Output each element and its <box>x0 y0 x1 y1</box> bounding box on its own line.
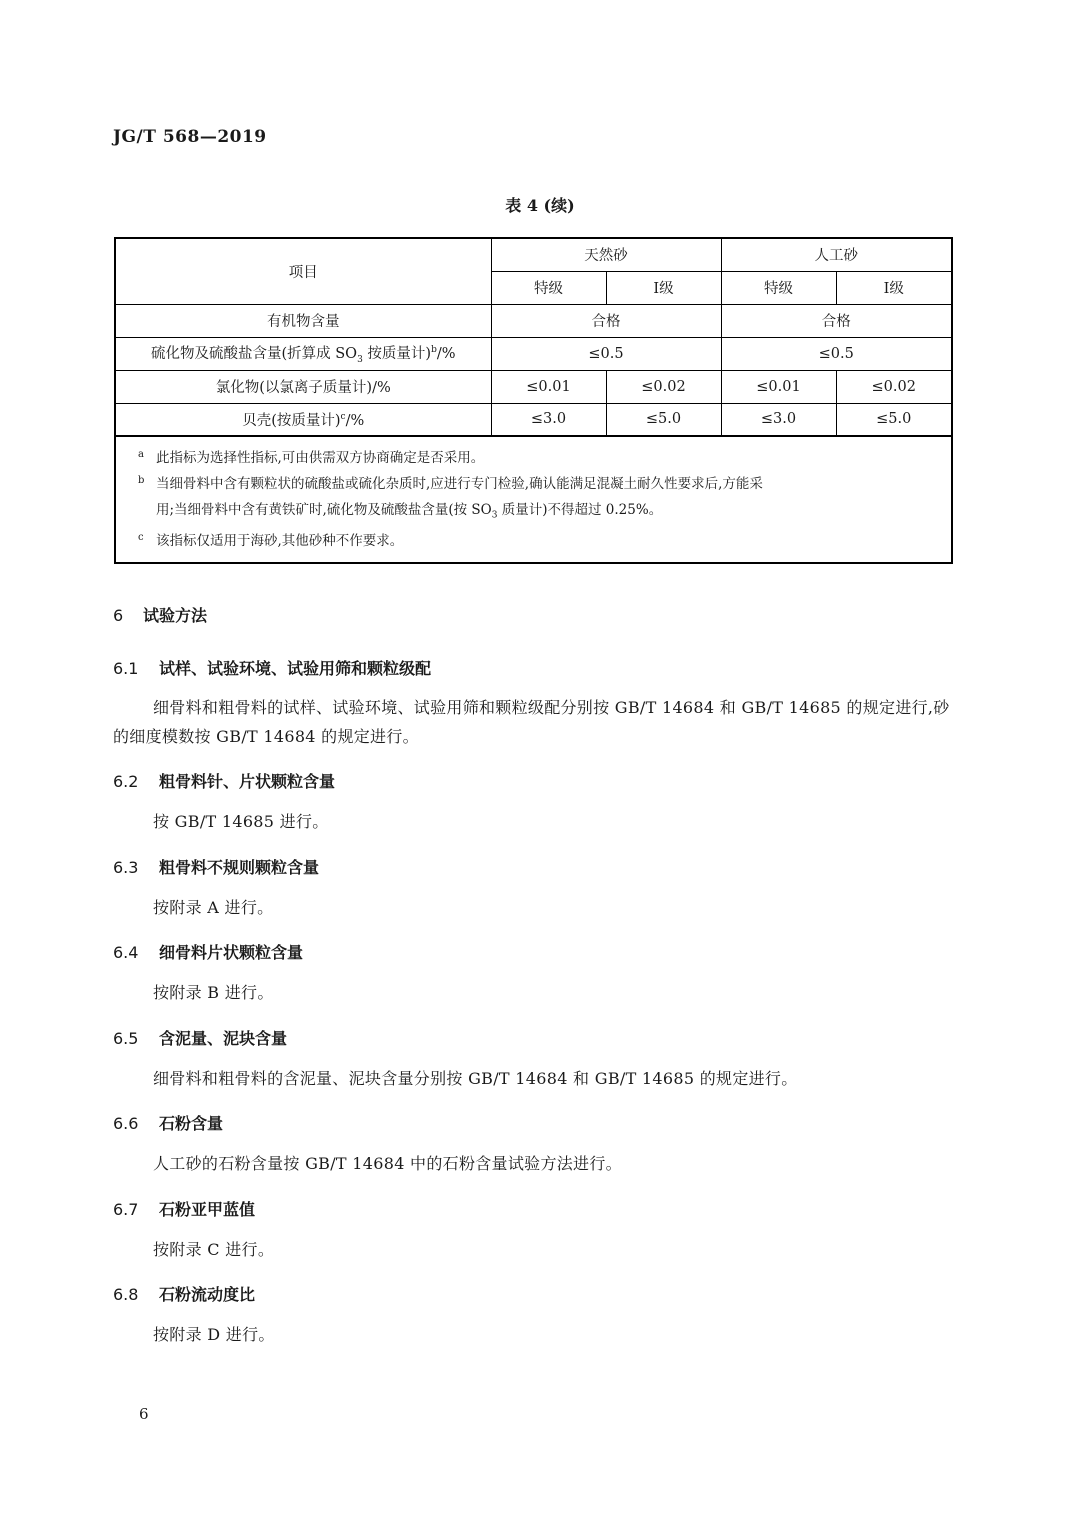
subsection-number: 6.7 <box>113 1200 139 1219</box>
subsection-number: 6.6 <box>113 1114 139 1133</box>
note-marker: c <box>138 532 144 544</box>
cell-value: ≤3.0 <box>721 403 836 436</box>
paragraph: 细骨料和粗骨料的试样、试验环境、试验用筛和颗粒级配分别按 GB/T 14684 和 GB/T 14685 的规定进行,砂的细度模数按 GB/T 14684 的规定进行。 <box>113 698 950 746</box>
subsection-title: 石粉流动度比 <box>159 1285 256 1304</box>
subsection-number: 6.3 <box>113 858 139 877</box>
cell-value: 合格 <box>721 304 952 337</box>
cell-value: ≤0.5 <box>491 337 721 370</box>
subsection-heading <box>113 940 303 963</box>
subsection-heading <box>113 1197 255 1220</box>
subsection-heading <box>113 769 335 792</box>
subsection-number: 6.8 <box>113 1285 139 1304</box>
cell-value: ≤5.0 <box>836 403 952 436</box>
header-item: 项目 <box>115 238 491 304</box>
header-grade-one: Ⅰ级 <box>836 271 952 304</box>
specification-table <box>114 237 953 564</box>
subsection-title: 粗骨料不规则颗粒含量 <box>159 858 320 877</box>
table-row <box>115 337 952 370</box>
footnote-mark: c <box>340 411 346 422</box>
cell-value: 合格 <box>491 304 721 337</box>
row-item <box>115 403 491 436</box>
table-row <box>115 304 952 337</box>
table-notes-row <box>115 436 952 563</box>
section-heading <box>113 603 207 626</box>
subsection-heading <box>113 1026 287 1049</box>
cell-value: ≤5.0 <box>606 403 721 436</box>
cell-value: ≤0.02 <box>836 370 952 403</box>
row-item: 氯化物(以氯离子质量计)/% <box>115 370 491 403</box>
note-text: 此指标为选择性指标,可由供需双方协商确定是否采用。 <box>156 449 485 466</box>
note-text: 该指标仅适用于海砂,其他砂种不作要求。 <box>156 533 404 550</box>
subsection-number: 6.4 <box>113 943 139 962</box>
subsection-title: 石粉亚甲蓝值 <box>159 1200 256 1219</box>
cell-value: ≤0.01 <box>721 370 836 403</box>
subsection-title: 粗骨料针、片状颗粒含量 <box>159 772 336 791</box>
subsection-number: 6.2 <box>113 772 139 791</box>
note-b <box>138 471 941 529</box>
subscript: 3 <box>357 354 363 365</box>
paragraph: 按 GB/T 14685 进行。 <box>153 812 329 831</box>
header-grade-special: 特级 <box>491 271 606 304</box>
table-row <box>115 370 952 403</box>
cell-value: ≤3.0 <box>491 403 606 436</box>
footnote-mark: b <box>431 345 437 356</box>
header-grade-one: Ⅰ级 <box>606 271 721 304</box>
subsection-heading <box>113 656 431 679</box>
note-text: 用;当细骨料中含有黄铁矿时,硫化物及硫酸盐含量(按 SO <box>156 501 492 518</box>
paragraph: 按附录 B 进行。 <box>153 983 274 1002</box>
row-item-unit: /% <box>345 412 365 429</box>
row-item: 有机物含量 <box>115 304 491 337</box>
subsection-title: 含泥量、泥块含量 <box>159 1029 288 1048</box>
paragraph: 按附录 D 进行。 <box>153 1325 275 1344</box>
header-artificial-sand: 人工砂 <box>721 238 952 271</box>
note-marker: a <box>138 448 144 460</box>
paragraph: 人工砂的石粉含量按 GB/T 14684 中的石粉含量试验方法进行。 <box>153 1154 622 1173</box>
row-item-text: 硫化物及硫酸盐含量(折算成 SO <box>150 346 358 363</box>
document-code: JG/T 568—2019 <box>113 127 267 147</box>
table-header-row <box>115 238 952 271</box>
section-title: 试验方法 <box>143 606 208 625</box>
cell-value: ≤0.02 <box>606 370 721 403</box>
section-number: 6 <box>113 606 124 625</box>
header-natural-sand: 天然砂 <box>491 238 721 271</box>
subsection-title: 细骨料片状颗粒含量 <box>159 943 304 962</box>
table-notes <box>115 436 952 563</box>
note-text: 当细骨料中含有颗粒状的硫酸盐或硫化杂质时,应进行专门检验,确认能满足混凝土耐久性要求后,方能采 <box>156 475 763 492</box>
subscript: 3 <box>491 510 498 521</box>
header-grade-special: 特级 <box>721 271 836 304</box>
note-text: 质量计)不得超过 0.25%。 <box>497 501 663 518</box>
paragraph: 细骨料和粗骨料的含泥量、泥块含量分别按 GB/T 14684 和 GB/T 14685 的规定进行。 <box>153 1069 798 1088</box>
note-c <box>138 528 941 554</box>
subsection-title: 试样、试验环境、试验用筛和颗粒级配 <box>159 659 432 678</box>
row-item-unit: /% <box>436 346 456 363</box>
paragraph: 按附录 A 进行。 <box>153 898 274 917</box>
table-row <box>115 403 952 436</box>
row-item-text: 贝壳(按质量计) <box>242 412 341 429</box>
subsection-heading <box>113 1111 223 1134</box>
subsection-number: 6.5 <box>113 1029 139 1048</box>
subsection-heading <box>113 855 319 878</box>
row-item <box>115 337 491 370</box>
note-a <box>138 445 941 471</box>
page-number: 6 <box>139 1405 149 1423</box>
subsection-title: 石粉含量 <box>159 1114 224 1133</box>
subsection-heading <box>113 1282 255 1305</box>
cell-value: ≤0.01 <box>491 370 606 403</box>
cell-value: ≤0.5 <box>721 337 952 370</box>
subsection-number: 6.1 <box>113 659 139 678</box>
row-item-text: 按质量计) <box>362 346 432 363</box>
paragraph: 按附录 C 进行。 <box>153 1240 275 1259</box>
note-marker: b <box>138 474 145 486</box>
table-caption: 表 4 (续) <box>505 196 575 215</box>
